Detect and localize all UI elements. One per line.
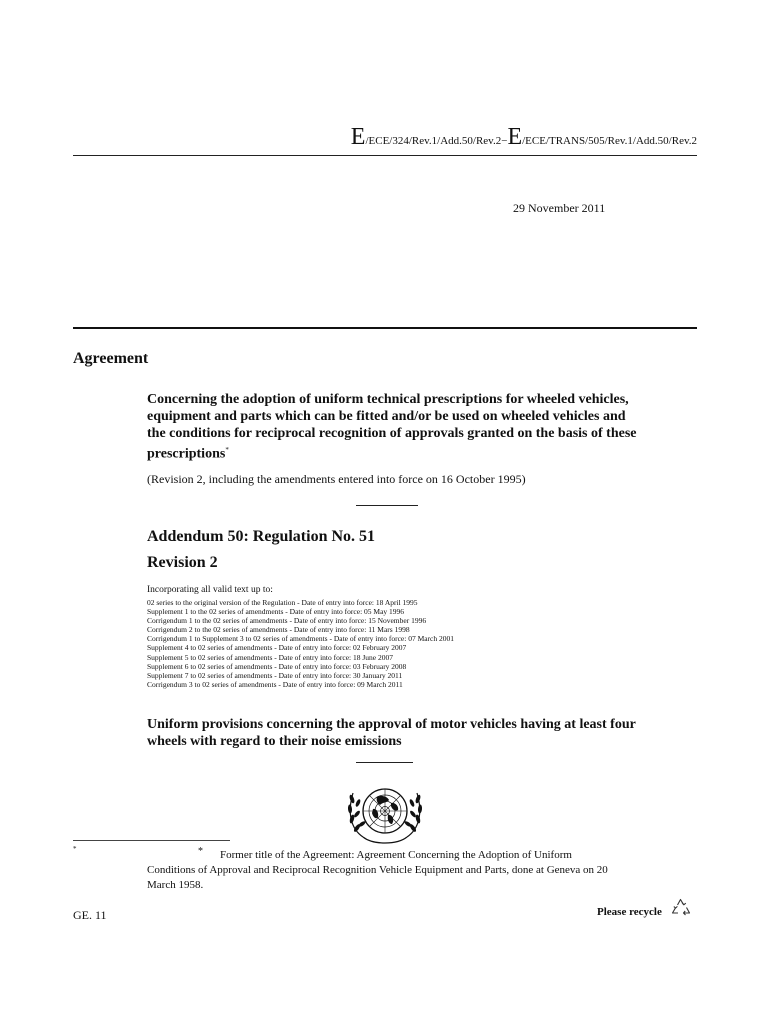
document-symbol [287,126,697,148]
symbol-rest-2: /ECE/TRANS/505/Rev.1/Add.50/Rev.2 [522,135,697,147]
list-item: 02 series to the original version of the Regulation - Date of entry into force: 18 April 1995 [147,598,418,607]
list-item: Corrigendum 3 to 02 series of amendments - Date of entry into force: 09 March 2011 [147,679,403,689]
separator-rule [356,762,413,763]
footnote-star: * [198,846,203,857]
separator-rule [356,505,418,506]
list-item: Supplement 7 to 02 series of amendments - Date of entry into force: 30 January 2011 [147,670,403,680]
uniform-provisions-title: Uniform provisions concerning the approval of motor vehicles having at least four wheels with regard to their noise emissions [147,717,636,749]
un-emblem-icon [343,779,427,851]
footnote-mark: * [73,845,77,853]
list-item: Supplement 5 to 02 series of amendments - Date of entry into force: 18 June 2007 [147,652,393,662]
list-item: Corrigendum 2 to the 02 series of amendments - Date of entry into force: 11 Mars 1998 [147,625,410,635]
document-date: 29 November 2011 [513,201,606,215]
header-rule [73,155,697,156]
footnote-rule [73,840,230,841]
symbol-rest-1: /ECE/324/Rev.1/Add.50/Rev.2 [365,135,502,147]
list-item: Supplement 4 to 02 series of amendments - Date of entry into force: 02 February 2007 [147,643,407,653]
list-item: Corrigendum 1 to Supplement 3 to 02 series of amendments - Date of entry into force: 07 March 2001 [147,634,455,644]
list-item: Supplement 6 to 02 series of amendments - Date of entry into force: 03 February 2008 [147,661,407,671]
list-item: Supplement 1 to the 02 series of amendments - Date of entry into force: 05 May 1996 [147,607,405,617]
job-number: GE. 11 [73,908,107,922]
amendments-list [147,598,454,689]
title-rule [73,327,697,329]
recycle-icon [669,896,693,920]
list-item: Corrigendum 1 to the 02 series of amendments - Date of entry into force: 15 November 1996 [147,616,427,626]
agreement-subtitle-text: Concerning the adoption of uniform technical prescriptions for wheeled vehicles, equipment and parts which can be fitted and/or be used on wheeled vehicles and the conditions for reciprocal recognition of approvals granted on the basis of these prescriptions [147,392,637,462]
agreement-subtitle [147,391,637,463]
recycle-label: Please recycle [597,906,662,918]
addendum-title: Addendum 50: Regulation No. 51 [147,528,376,545]
footnote-text: Former title of the Agreement: Agreement Concerning the Adoption of Uniform Conditions of Approval and Reciprocal Recognition Vehicle Equipment and Parts, done at Geneva on 20 March 1958. [147,849,608,891]
footnote-ref-mark: * [225,446,229,454]
symbol-prefix-2: E [507,124,523,150]
symbol-separator: − [501,135,508,147]
incorporating-label: Incorporating all valid text up to: [147,585,273,595]
revision-title: Revision 2 [147,554,218,571]
symbol-prefix-1: E [350,124,366,150]
revision-note: (Revision 2, including the amendments entered into force on 16 October 1995) [147,472,526,486]
agreement-heading: Agreement [73,350,149,367]
